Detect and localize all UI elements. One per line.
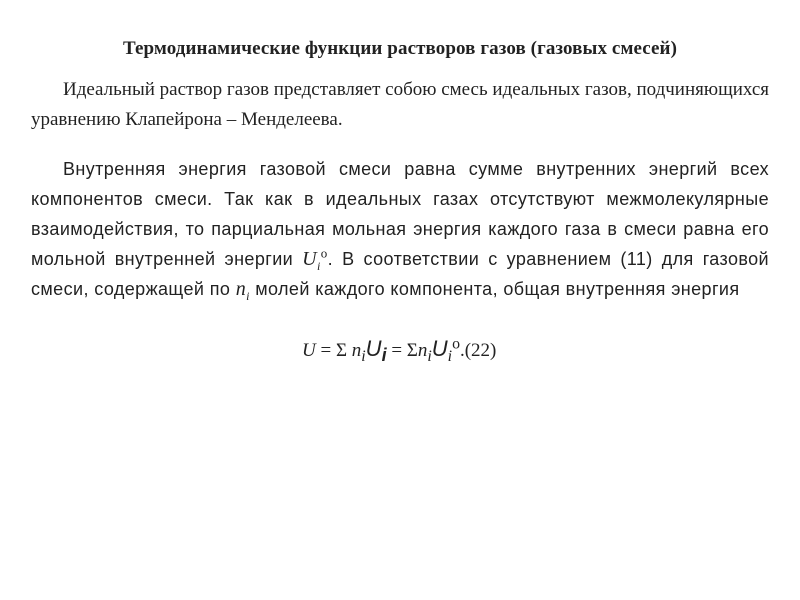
eq-n2: n <box>417 340 428 361</box>
eq-n-sub-i: i <box>361 347 366 365</box>
paragraph-ideal-solution: Идеальный раствор газов представляет собою смесь идеальных газов, подчиняющихся уравнению Клапейрона – Менделеева. <box>31 79 769 130</box>
eq-equals-sum: = Σ <box>315 340 352 361</box>
eq-U2-sup-o: o <box>452 335 460 353</box>
symbol-U: U <box>302 248 317 270</box>
symbol-subscript-i: i <box>317 259 321 273</box>
eq-equals-sum-2: = Σ <box>386 340 418 361</box>
eq-lhs-U: U <box>302 340 316 361</box>
symbol-n: n <box>235 278 247 300</box>
eq-U2: U <box>431 336 448 361</box>
eq-U: U <box>365 336 382 361</box>
paragraph-text-part-a: Внутренняя энергия газовой смеси равна сумме внутренних энергий всех компонентов смеси. Так как в идеальных газах отсутствуют межмолекулярные взаимодействия, то парциальная мольная энергия каждого газа в смеси равна его мольной внутренней энергии <box>31 159 769 269</box>
paragraph-internal-energy <box>31 154 769 304</box>
equation-22 <box>302 335 497 365</box>
symbol-subscript-i-2: i <box>246 289 250 303</box>
moles-symbol <box>235 278 250 303</box>
eq-n: n <box>351 340 362 361</box>
paragraph-text-part-b: . В соответствии с уравнением (11) для газовой смеси, содержащей по <box>31 249 769 299</box>
eq-n2-sub-i: i <box>427 347 432 365</box>
eq-U-sub-i: i <box>381 344 387 365</box>
molar-energy-symbol <box>302 245 328 273</box>
paragraph-text-part-c: молей каждого компонента, общая внутренняя энергия <box>255 279 740 299</box>
eq-label: .(22) <box>459 340 497 361</box>
eq-U2-sub-i: i <box>447 347 453 365</box>
slide-title: Термодинамические функции растворов газов (газовых смесей) <box>122 38 678 59</box>
symbol-superscript-o: o <box>320 245 328 261</box>
